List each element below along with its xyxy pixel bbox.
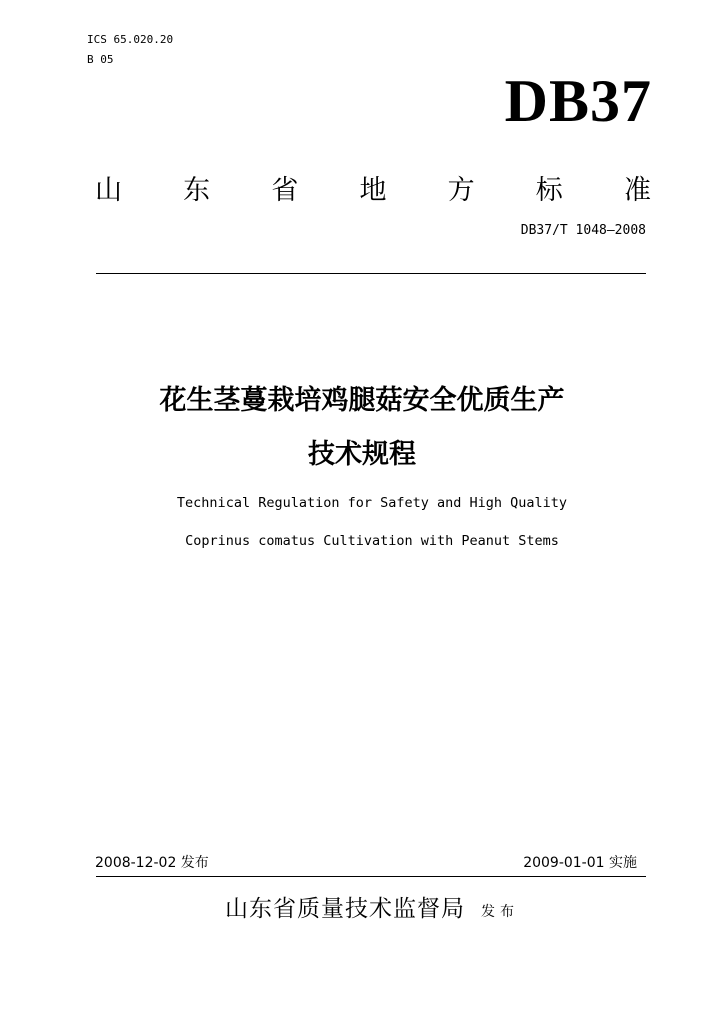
ics-code: ICS 65.020.20	[87, 33, 174, 46]
standard-type-char: 省	[271, 174, 299, 206]
standard-type-char: 方	[447, 174, 475, 206]
standard-type-char: 山	[95, 174, 122, 206]
standard-code-mark: DB37	[504, 68, 652, 134]
footer-divider	[96, 876, 646, 877]
standard-type-char: 标	[535, 174, 563, 206]
ccs-code: B 05	[87, 53, 114, 66]
header-divider	[96, 273, 646, 274]
title-chinese-line2: 技术规程	[308, 439, 416, 470]
issuer-name: 山东省质量技术监督局	[225, 896, 465, 922]
title-english-line1: Technical Regulation for Safety and High Quality	[176, 495, 568, 511]
standard-type-char: 准	[623, 174, 651, 206]
title-chinese-line1: 花生茎蔓栽培鸡腿菇安全优质生产	[159, 385, 565, 416]
implementation-date: 2009-01-01 实施	[523, 855, 637, 871]
standard-type-char: 东	[183, 174, 211, 206]
standard-type-heading	[95, 167, 651, 207]
title-english-line2: Coprinus comatus Cultivation with Peanut Stems	[185, 533, 559, 549]
issue-date: 2008-12-02 发布	[95, 855, 209, 871]
standard-number: DB37/T 1048—2008	[520, 223, 646, 238]
issuer-line	[0, 894, 724, 927]
standard-type-char: 地	[359, 174, 387, 206]
issuer-action: 发布	[481, 904, 519, 920]
